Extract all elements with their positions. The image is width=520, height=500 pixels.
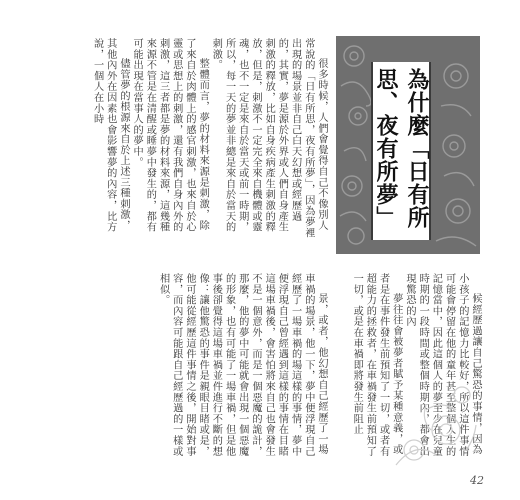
paragraph: 很多時候，人們會覺得自己不像別人常說的「日有所思，夜有所夢」，因為夢裡出現的場景並非自己白天幻想或經歷過的，其實，夢是源於外界或人們自身產生刺激的釋放，比如自身疾病產生刺激的釋放，但是，刺激不一定完全來自機體或靈魂，也不一定是來自於當天或前一時期，所以，每一天的夢並非總是來自於當天的刺激。	[210, 38, 327, 239]
text-block-lower-left	[136, 273, 328, 465]
paragraph: 景，或者，他幻想自己經歷了一場車禍的場景，他一下，夢中便浮現自己經歷了一場車禍的場這樣的事情，夢中便浮現自己曾經遇到這樣的事情在目睹這場車禍後，會害怕將來自己也會發生不是一個意外，而是一個惡魔的詭計，那麼，他的夢中可能就會出現一個惡魔的形象，也有可能了一場車禍，但是他事後卻覺得這場車禍並件進行不斷的想像：讓他驚恐的事件是親眼目睹或是，他可能從經歷這件事情之後，開始對事容，而內容可能跟自己經歷過的一樣或相似。	[157, 273, 327, 457]
paragraph: 儘管夢的根源來自於上述三種刺激，其他內外在因素也會影響夢的內容，比方說，一個人在小時	[91, 38, 129, 233]
paragraph: 整體而言，夢的材料來源是刺激，除了來自於肉體上的感官刺激，也來自於心靈或思想上的刺激，還有我們自身內外的刺激，這三者都是夢的材料來源，這幾種來源不管是在清醒或睡夢中發生的，都有可能出現在當事人的夢中。	[131, 38, 209, 233]
title-banner	[336, 36, 480, 254]
page-number: 42	[470, 474, 484, 487]
title-strip	[371, 62, 431, 240]
paragraph: 夢往往會被夢者賦予某種意義，或者是在事件發生前預知了一切，或者有超能力的拯救者，在車禍發生前預知了一切，或是在車禍即將發生前阻止	[351, 273, 402, 457]
flower-ornament-icon	[336, 280, 480, 470]
paragraph: 候經歷過讓自己驚恐的事情，因為小孩子的記憶力比較好，所以這件事情可能會停留在他的童年甚至整個人生的記憶當中，因此這個人的夢至少在兒童時期的一段時間或整個時期內，都會出現驚恐的內	[403, 273, 481, 457]
page-title: 為什麼「日有所思、夜有所夢」	[373, 68, 429, 229]
text-block-upper-left	[91, 38, 328, 240]
